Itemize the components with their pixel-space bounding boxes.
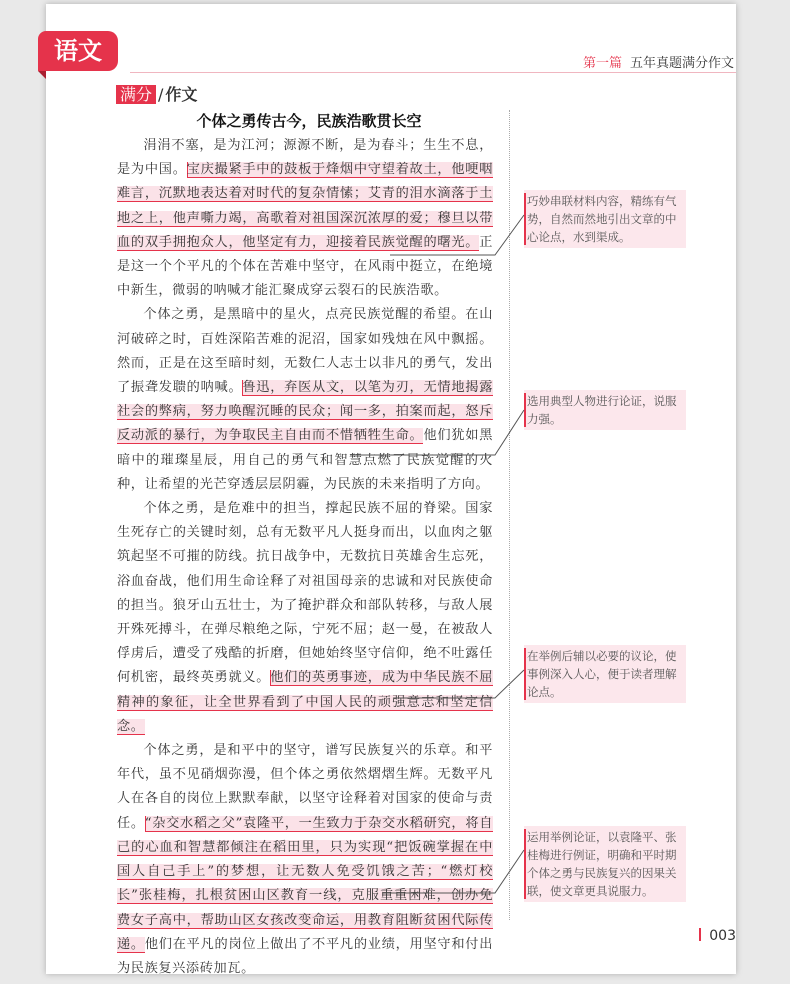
- paragraph-text: 个体之勇，是和平中的坚守，谱写民族复兴的乐章。和平年代，虽不见硝烟弥漫，但个体之勇依然熠熠生辉。无数平凡人在各自的岗位上默默奉献，以坚守诠释着对国家的使命与责任。: [117, 743, 493, 831]
- essay-paragraph-2: [117, 303, 493, 497]
- annotation-note-3: 在举例后辅以必要的议论，使事例深入人心，便于读者理解论点。: [524, 645, 686, 703]
- paragraph-text: 正是这一个个平凡的个体在苦难中坚守，在风雨中挺立，在绝境中新生，微弱的呐喊才能汇聚成穿云裂石的民族浩歌。: [117, 234, 493, 299]
- page-number-text: 003: [709, 928, 736, 944]
- part-label: 第一篇: [582, 56, 622, 71]
- essay-paragraph-3: [117, 497, 493, 739]
- highlighted-passage-1: 宝庆撮紧手中的鼓板于烽烟中守望着故土，他哽咽难言，沉默地表达着对时代的复杂情愫；艾青的泪水滴落于土地之上，他声嘶力竭，高歌着对祖国深沉浓厚的爱；穆旦以带血的双手拥抱众人，他坚定有力，迎接着民族觉醒的曙光。: [117, 162, 493, 250]
- annotation-note-4: 运用举例论证，以袁隆平、张桂梅进行例证，明确和平时期个体之勇与民族复兴的因果关联，使文章更具说服力。: [524, 826, 686, 902]
- paragraph-text: 个体之勇，是黑暗中的星火，点亮民族觉醒的希望。在山河破碎之时，百姓深陷苦难的泥沼，国家如残烛在风中飘摇。然而，正是在这至暗时刻，无数仁人志士以非凡的勇气，发出了振聋发聩的呐喊。: [117, 307, 493, 396]
- essay-body: [117, 134, 493, 981]
- running-header: [583, 52, 734, 71]
- section-name: 作文: [165, 85, 198, 104]
- section-label: [116, 82, 197, 105]
- essay-paragraph-4: [117, 739, 493, 981]
- section-tag: 满分: [116, 85, 156, 104]
- essay-title: 个体之勇传古今，民族浩歌贯长空: [196, 112, 422, 130]
- subject-tab-fold: [38, 71, 46, 79]
- highlighted-passage-3: 他们的英勇事迹，成为中华民族不屈精神的象征，让全世界看到了中国人民的顽强意志和坚定信念。: [117, 670, 493, 734]
- margin-divider: [509, 110, 510, 920]
- annotation-note-2: 选用典型人物进行论证，说服力强。: [524, 390, 686, 430]
- highlighted-passage-2: 鲁迅，弃医从文，以笔为刃，无情地揭露社会的弊病，努力唤醒沉睡的民众；闻一多，拍案而起，怒斥反动派的暴行，为争取民主自由而不惜牺牲生命。: [117, 380, 493, 444]
- paragraph-text: 他们在平凡的岗位上做出了不平凡的业绩，用坚守和付出为民族复兴添砖加瓦。: [117, 936, 494, 976]
- book-title: 五年真题满分作文: [629, 56, 734, 71]
- highlighted-passage-4: “杂交水稻之父”袁隆平，一生致力于杂交水稻研究，将自己的心血和智慧都倾注在稻田里，只为实现“把饭碗掌握在中国人自己手上”的梦想，让无数人免受饥饿之苦；“燃灯校长”张桂梅，扎根贫困山区教育一线，克服重重困难，创办免费女子高中，帮助山区女孩改变命运，用教育阻断贫困代际传递。: [117, 815, 493, 952]
- section-slash: /: [158, 85, 164, 104]
- paragraph-text: 涓涓不塞，是为江河；源源不断，是为春斗；生生不息，是为中国。: [117, 138, 493, 178]
- essay-paragraph-1: [117, 134, 493, 303]
- page-number-bar: [699, 928, 701, 941]
- subject-tab: 语文: [38, 31, 118, 71]
- paragraph-text: 个体之勇，是危难中的担当，撑起民族不屈的脊梁。国家生死存亡的关键时刻，总有无数平凡人挺身而出，以血肉之躯筑起坚不可摧的防线。抗日战争中，无数抗日英雄舍生忘死，浴血奋战，他们用生命诠释了对祖国母亲的忠诚和对民族使命的担当。狼牙山五壮士，为了掩护群众和部队转移，与敌人展开殊死搏斗，在弹尽粮绝之际，宁死不屈；赵一曼，在被敌人俘虏后，遭受了残酷的折磨，但她始终坚守信仰，绝不吐露任何机密，最终英勇就义。: [117, 501, 493, 686]
- annotation-note-1: 巧妙串联材料内容，精练有气势，自然而然地引出文章的中心论点，水到渠成。: [524, 190, 686, 248]
- page-number: [699, 928, 736, 944]
- header-rule: [130, 72, 736, 73]
- paragraph-text: 他们犹如黑暗中的璀璨星辰，用自己的勇气和智慧点燃了民族觉醒的火种，让希望的光芒穿透层层阴霾，为民族的未来指明了方向。: [117, 428, 493, 492]
